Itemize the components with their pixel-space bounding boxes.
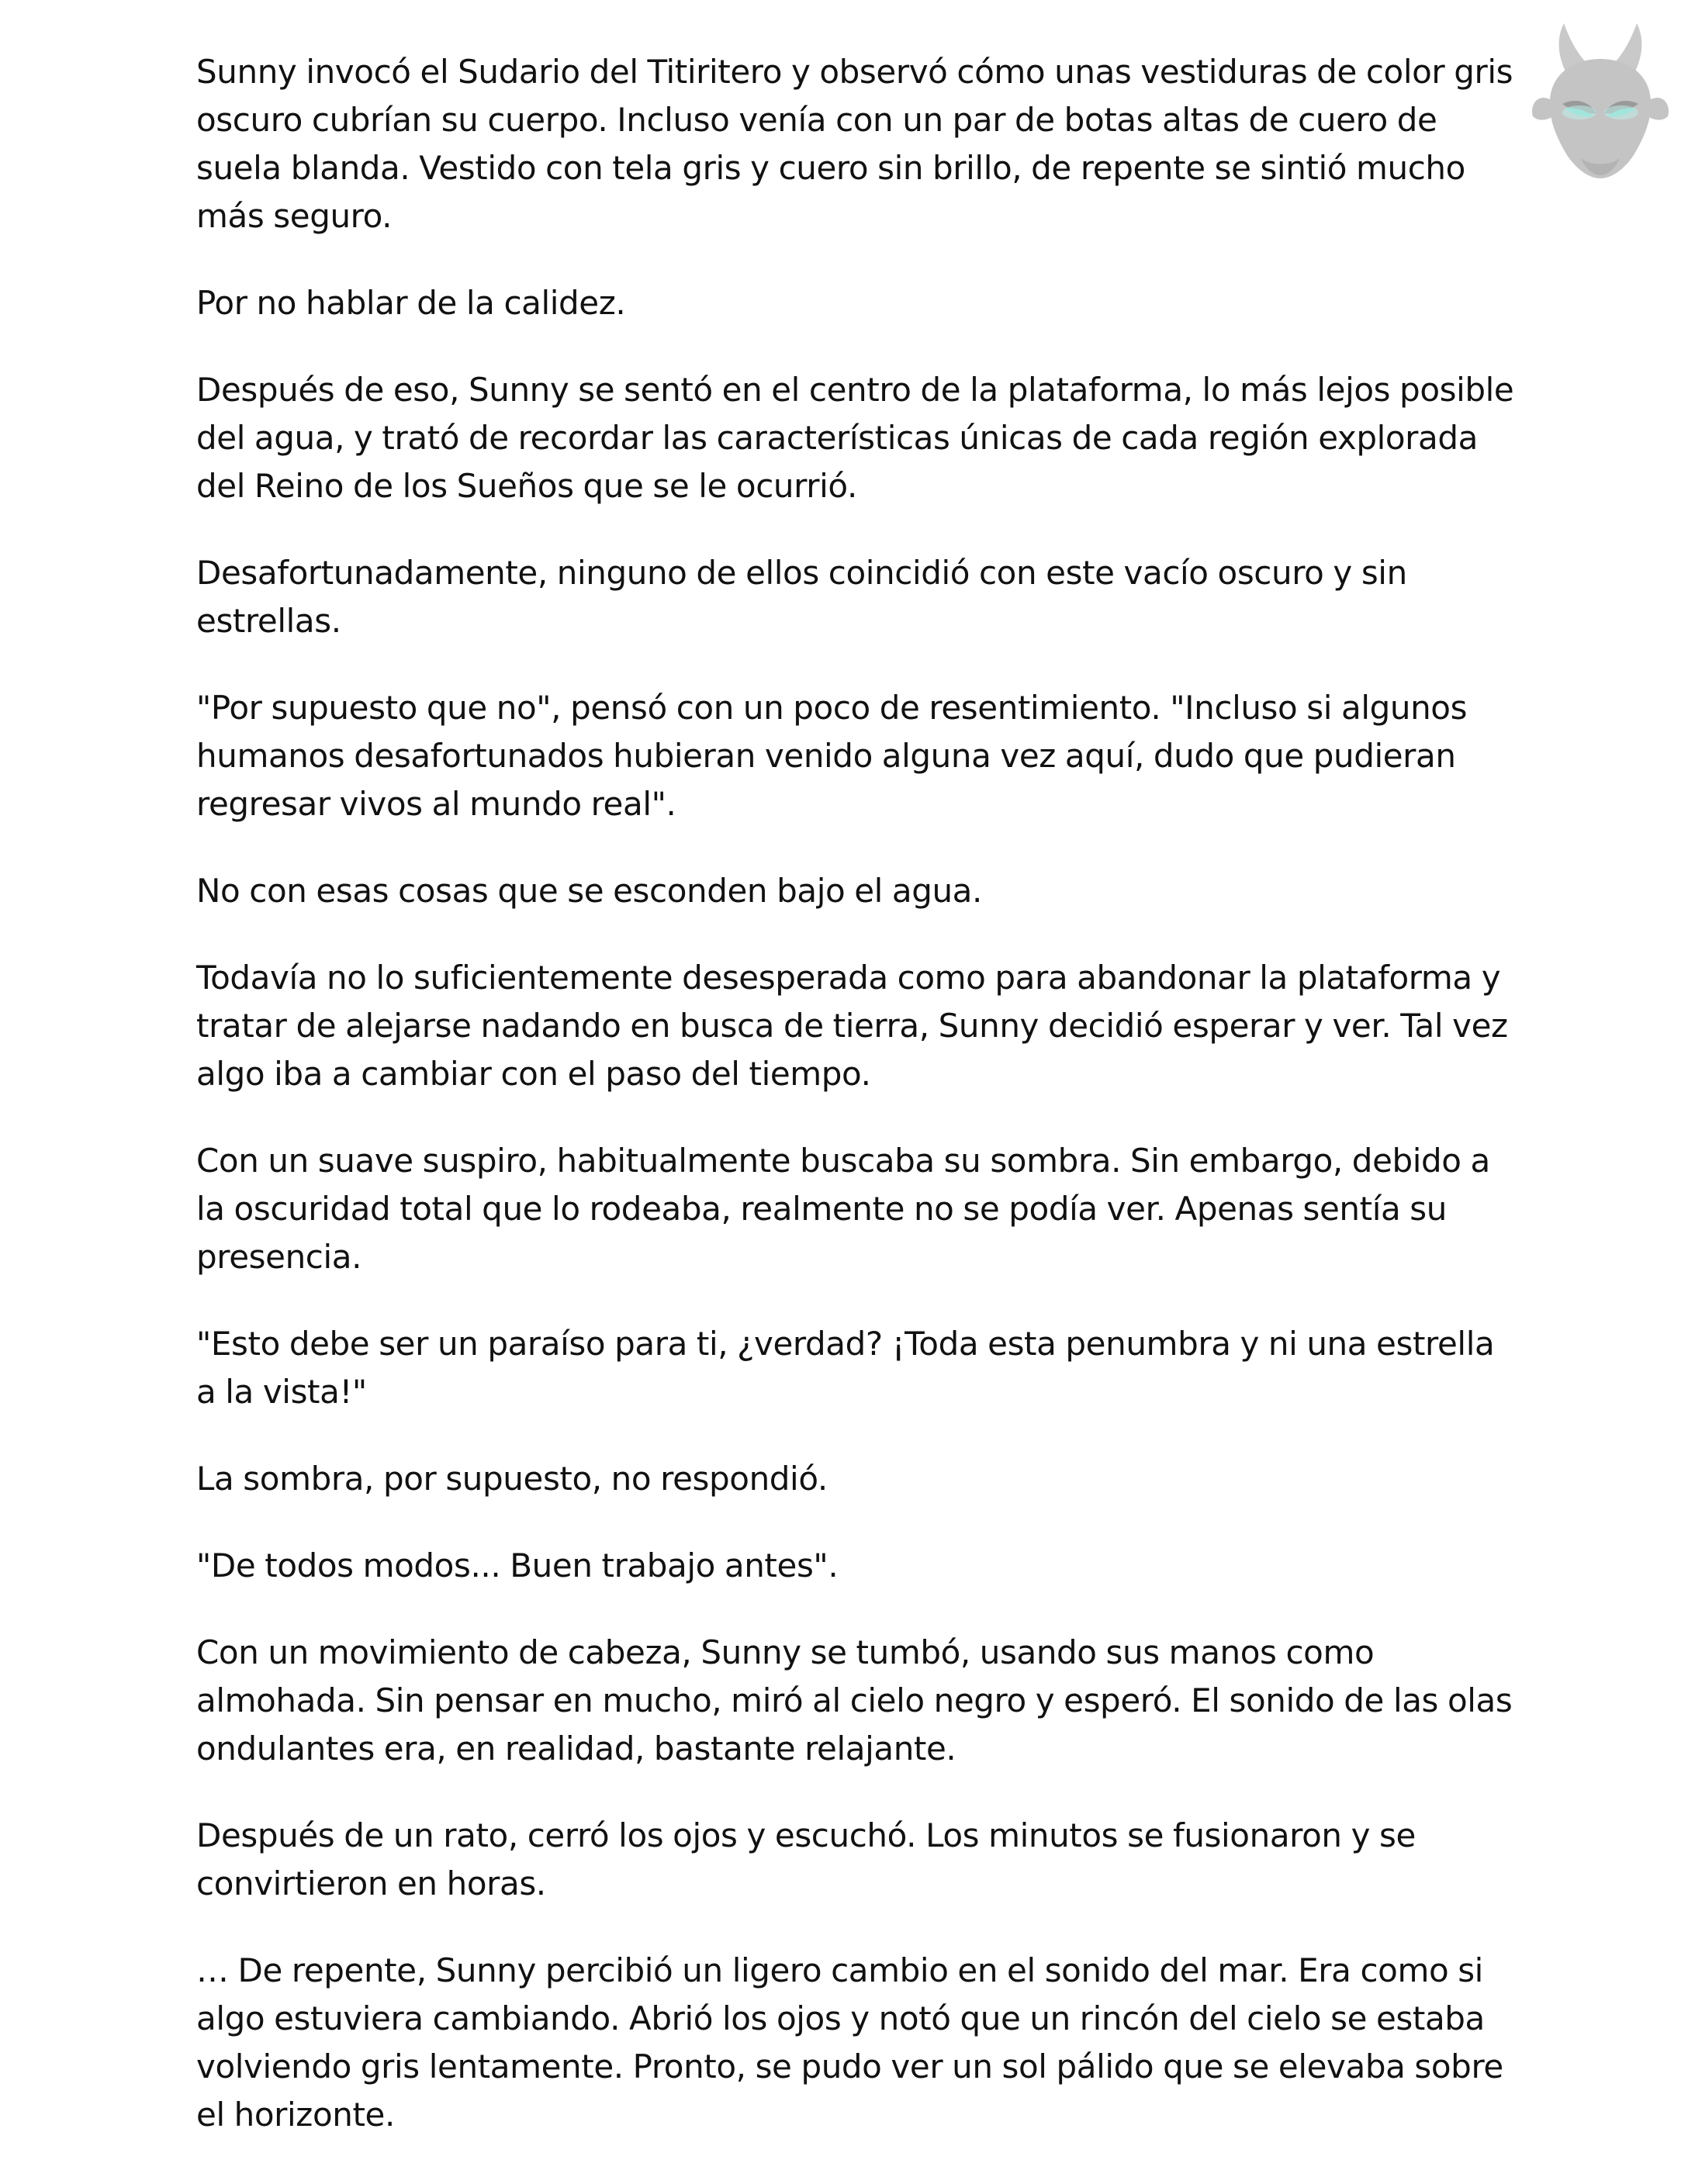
paragraph: "Por supuesto que no", pensó con un poco de resentimiento. "Incluso si algunos humanos desafortunados hubieran venido alguna vez aquí, dudo que pudieran regresar vivos al mundo real". xyxy=(196,689,1468,823)
paragraph: "Esto debe ser un paraíso para ti, ¿verdad? ¡Toda esta penumbra y ni una estrella a la vista!" xyxy=(196,1325,1495,1411)
paragraph: Por no hablar de la calidez. xyxy=(196,284,626,322)
paragraph: Con un movimiento de cabeza, Sunny se tumbó, usando sus manos como almohada. Sin pensar en mucho, miró al cielo negro y esperó. El sonido de las olas ondulantes era, en realidad, bastante relajante. xyxy=(196,1633,1513,1768)
paragraph: La sombra, por supuesto, no respondió. xyxy=(196,1460,828,1498)
paragraph: … De repente, Sunny percibió un ligero cambio en el sonido del mar. Era como si algo estuviera cambiando. Abrió los ojos y notó que un rincón del cielo se estaba volviendo gris lentamente. Pronto, se pudo ver un sol pálido que se elevaba sobre el horizonte. xyxy=(196,1951,1503,2134)
paragraph: Desafortunadamente, ninguno de ellos coincidió con este vacío oscuro y sin estrellas. xyxy=(196,554,1407,640)
demon-head-icon xyxy=(1527,14,1674,185)
paragraph: Con un suave suspiro, habitualmente buscaba su sombra. Sin embargo, debido a la oscuridad total que lo rodeaba, realmente no se podía ver. Apenas sentía su presencia. xyxy=(196,1142,1490,1276)
chapter-text xyxy=(196,48,1515,2178)
paragraph: No con esas cosas que se esconden bajo el agua. xyxy=(196,872,982,910)
paragraph: Todavía no lo suficientemente desesperada como para abandonar la plataforma y tratar de alejarse nadando en busca de tierra, Sunny decidió esperar y ver. Tal vez algo iba a cambiar con el paso del tiempo. xyxy=(196,959,1508,1093)
paragraph: Después de un rato, cerró los ojos y escuchó. Los minutos se fusionaron y se convirtieron en horas. xyxy=(196,1816,1416,1902)
paragraph: Sunny invocó el Sudario del Titiritero y observó cómo unas vestiduras de color gris oscuro cubrían su cuerpo. Incluso venía con un par de botas altas de cuero de suela blanda. Vestido con tela gris y cuero sin brillo, de repente se sintió mucho más seguro. xyxy=(196,53,1513,235)
paragraph: Después de eso, Sunny se sentó en el centro de la plataforma, lo más lejos posible del agua, y trató de recordar las características únicas de cada región explorada del Reino de los Sueños que se le ocurrió. xyxy=(196,371,1514,505)
paragraph: "De todos modos... Buen trabajo antes". xyxy=(196,1546,839,1584)
